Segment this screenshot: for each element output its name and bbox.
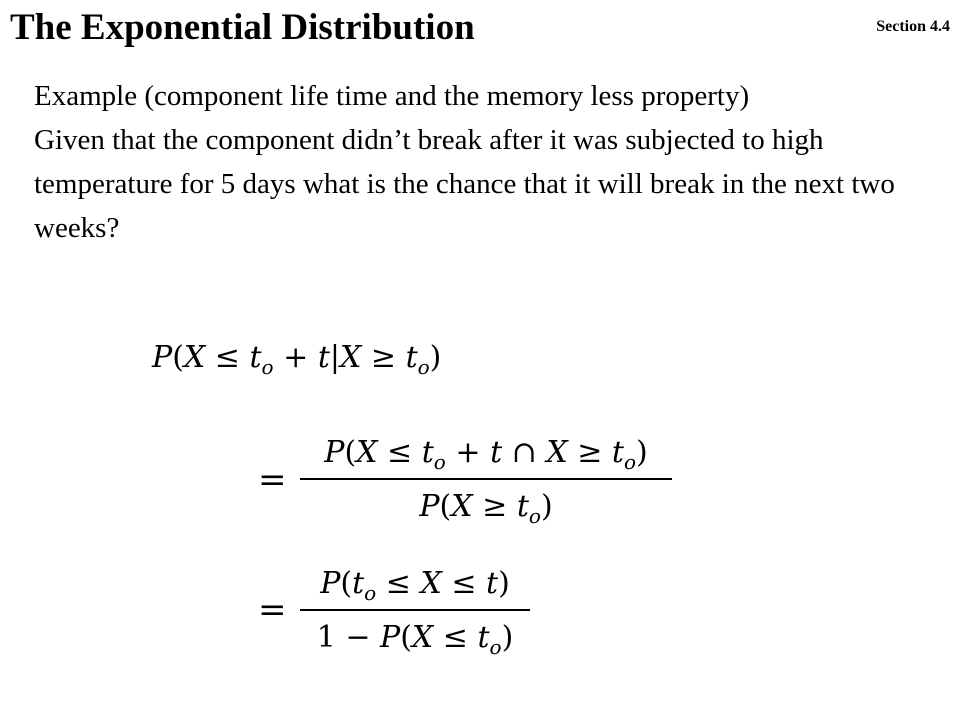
math-symbol: (	[400, 620, 412, 655]
math-subscript: o	[433, 450, 446, 474]
math-symbol: P	[320, 566, 341, 601]
fraction-numerator	[320, 563, 510, 605]
math-symbol: X	[451, 489, 473, 524]
math-symbol: ≥	[567, 435, 612, 470]
math-symbol: ≥	[361, 340, 406, 375]
math-symbol: )	[498, 566, 510, 601]
math-subscript: o	[417, 355, 430, 379]
fraction-bar	[300, 478, 672, 480]
fraction-denominator	[317, 617, 514, 659]
example-heading: Example (component life time and the memory less property)	[34, 80, 750, 112]
math-symbol: ≥	[472, 489, 517, 524]
math-symbol: t	[405, 340, 418, 375]
math-symbol: t	[490, 435, 503, 470]
math-symbol: t	[477, 620, 490, 655]
math-symbol: P	[152, 340, 173, 375]
math-subscript: o	[364, 581, 377, 605]
math-subscript: o	[528, 504, 541, 528]
math-symbol: )	[501, 620, 514, 655]
slide-title: The Exponential Distribution	[10, 7, 475, 48]
equals-sign: =	[258, 590, 287, 630]
math-subscript: o	[261, 355, 274, 379]
fraction-bar	[300, 609, 530, 611]
math-symbol: (	[344, 435, 357, 470]
fraction-numerator	[324, 432, 648, 474]
math-symbol: X	[183, 340, 206, 375]
math-symbol: +	[273, 340, 318, 375]
math-symbol: t	[352, 566, 365, 601]
math-symbol: ≤	[433, 620, 478, 655]
math-symbol: (	[439, 489, 452, 524]
math-symbol: P	[380, 620, 401, 655]
math-symbol: X	[411, 620, 434, 655]
fraction-denominator	[419, 486, 552, 528]
section-label: Section 4.4	[876, 18, 950, 35]
example-question: Given that the component didn’t break after it was subjected to high temperature for 5 days what is the chance that it will break in the next two weeks?	[34, 124, 895, 244]
math-symbol: t	[421, 435, 434, 470]
math-symbol: X	[356, 435, 378, 470]
math-symbol: P	[324, 435, 345, 470]
math-symbol: ≤	[377, 435, 422, 470]
equals-sign: =	[258, 460, 287, 500]
math-symbol: ≤	[376, 566, 421, 601]
math-symbol: )	[636, 435, 648, 470]
math-symbol: 1	[316, 620, 336, 655]
math-subscript: o	[623, 450, 637, 474]
math-symbol: t	[486, 566, 499, 601]
math-symbol: t	[317, 340, 330, 375]
math-symbol: (	[172, 340, 184, 375]
math-symbol: t	[249, 340, 262, 375]
conditional-probability-expression	[152, 340, 442, 379]
math-symbol: t	[611, 435, 624, 470]
math-symbol: ≤	[441, 566, 487, 601]
math-symbol: P	[419, 489, 440, 524]
body-text	[34, 74, 924, 250]
math-subscript: o	[489, 635, 502, 659]
math-symbol: (	[340, 566, 353, 601]
math-symbol: X	[420, 566, 442, 601]
math-symbol: ≤	[205, 340, 250, 375]
math-symbol: )	[429, 340, 442, 375]
math-symbol: t	[516, 489, 529, 524]
memoryless-fraction	[300, 563, 530, 659]
math-symbol: |	[329, 340, 340, 375]
math-symbol: −	[335, 620, 380, 655]
math-symbol: X	[339, 340, 362, 375]
math-symbol: X	[546, 435, 568, 470]
math-symbol: )	[540, 489, 553, 524]
math-symbol: +	[445, 435, 491, 470]
intersection-fraction	[300, 432, 672, 528]
math-symbol: ∩	[502, 435, 547, 470]
